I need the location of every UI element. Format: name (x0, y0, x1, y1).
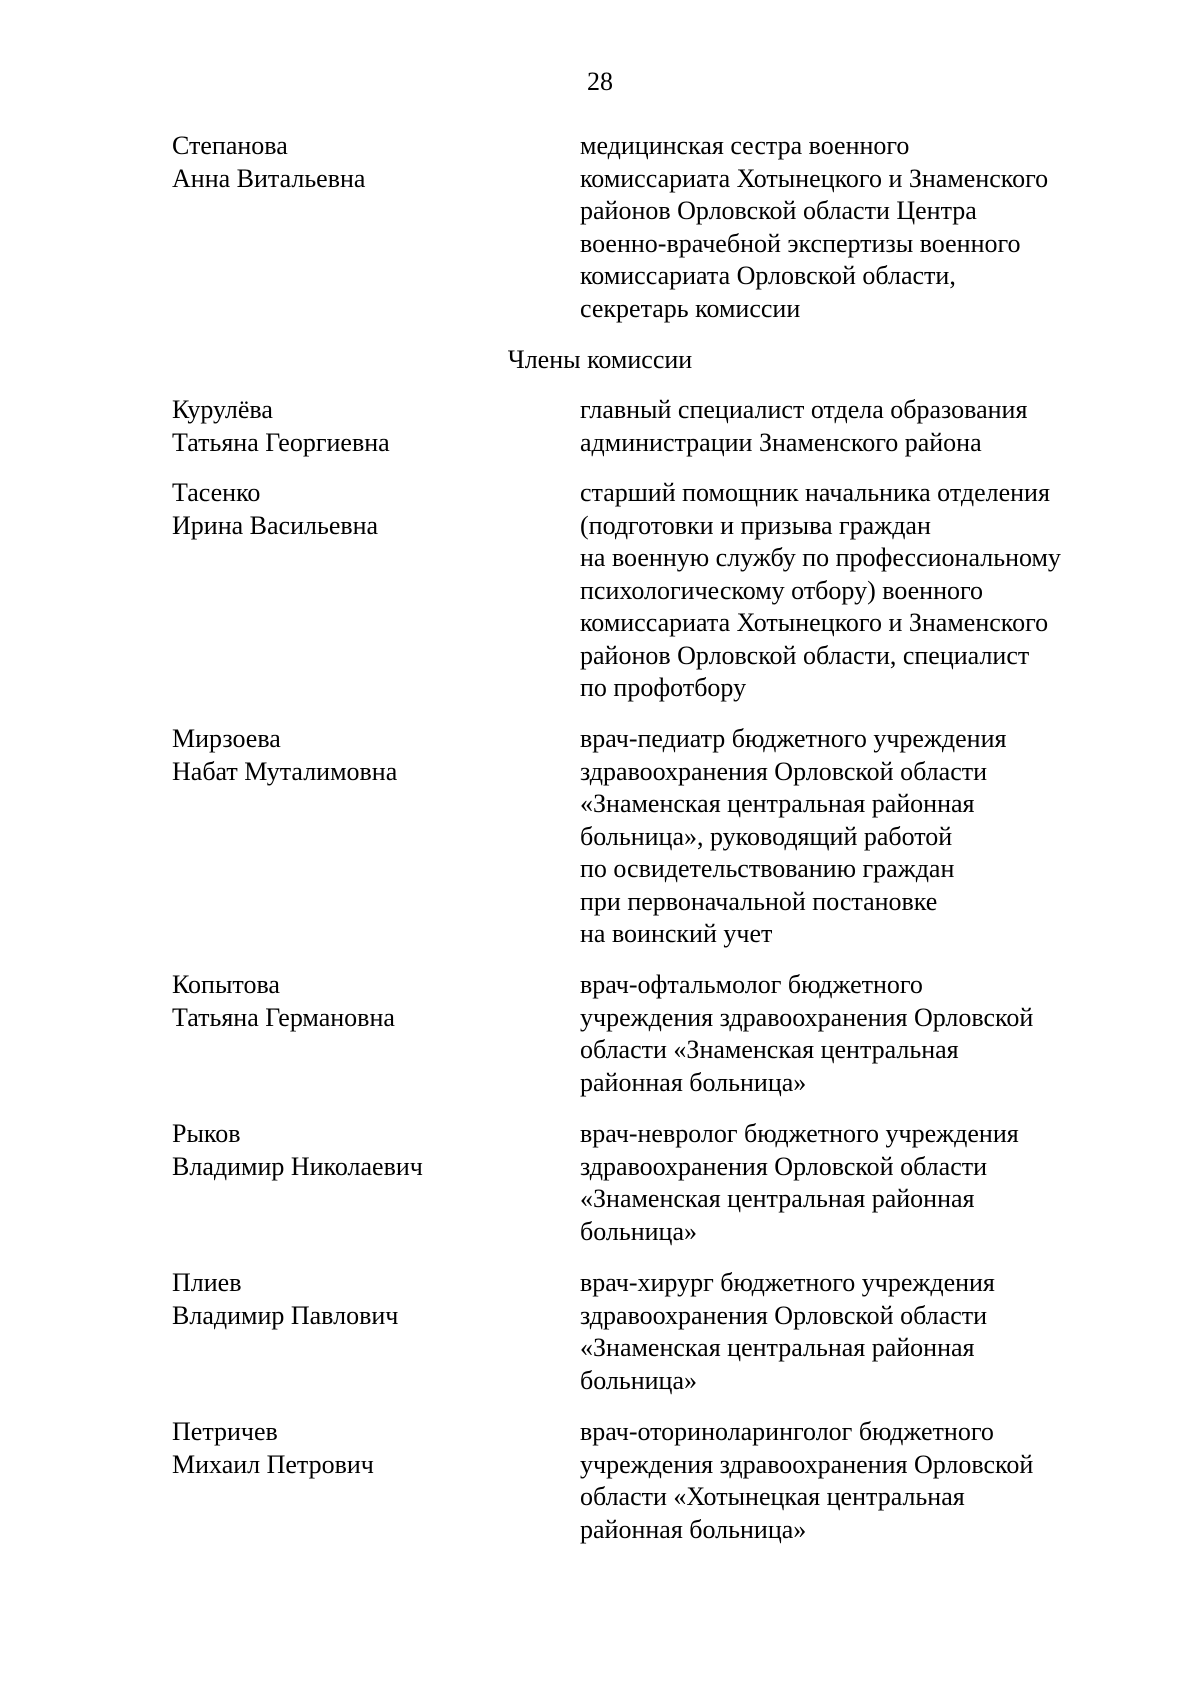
position-description (580, 1267, 1120, 1397)
person-name (172, 1267, 552, 1332)
person-name (172, 394, 552, 459)
page-number: 28 (587, 67, 613, 96)
position-description (580, 723, 1120, 951)
description-line: психологическому отбору) военного (580, 575, 984, 605)
description-line: на военную службу по профессиональному (580, 543, 1061, 572)
given-names: Татьяна Георгиевна (172, 427, 390, 457)
person-name (172, 1416, 552, 1481)
description-line: комиссариата Хотынецкого и Знаменского (580, 163, 1049, 193)
description-line: области «Знаменская центральная (580, 1035, 959, 1064)
surname: Плиев (172, 1268, 242, 1297)
surname: Рыков (172, 1119, 241, 1148)
description-line: медицинская сестра военного (580, 131, 910, 160)
description-line: врач-педиатр бюджетного учреждения (580, 724, 1007, 753)
surname: Копытова (172, 970, 280, 999)
description-line: здравоохранения Орловской области (580, 756, 988, 786)
description-line: области «Хотынецкая центральная (580, 1482, 965, 1511)
person-name (172, 477, 552, 542)
description-line: учреждения здравоохранения Орловской (580, 1002, 1034, 1032)
position-description (580, 477, 1120, 705)
position-description (580, 130, 1120, 325)
surname: Мирзоева (172, 724, 281, 753)
given-names: Владимир Николаевич (172, 1151, 423, 1181)
description-line: комиссариата Хотынецкого и Знаменского (580, 608, 1049, 637)
description-line: районная больница» (580, 1067, 807, 1097)
description-line: больница» (580, 1365, 697, 1395)
description-line: «Знаменская центральная районная (580, 789, 975, 818)
description-line: «Знаменская центральная районная (580, 1333, 975, 1362)
description-line: администрации Знаменского района (580, 427, 982, 457)
given-names: Владимир Павлович (172, 1300, 399, 1330)
person-name (172, 969, 552, 1034)
given-names: Набат Муталимовна (172, 756, 398, 786)
surname: Тасенко (172, 478, 261, 507)
description-line: здравоохранения Орловской области (580, 1300, 988, 1330)
position-description (580, 394, 1120, 459)
description-line: по профотбору (580, 673, 747, 702)
description-line: врач-оториноларинголог бюджетного (580, 1417, 994, 1446)
description-line: районная больница» (580, 1514, 807, 1544)
person-name (172, 130, 552, 195)
description-line: (подготовки и призыва граждан (580, 510, 931, 540)
person-name (172, 1118, 552, 1183)
description-line: на воинский учет (580, 919, 773, 948)
person-name (172, 723, 552, 788)
surname: Петричев (172, 1417, 278, 1446)
position-description (580, 1118, 1120, 1248)
description-line: врач-невролог бюджетного учреждения (580, 1119, 1019, 1148)
description-line: здравоохранения Орловской области (580, 1151, 988, 1181)
description-line: секретарь комиссии (580, 293, 801, 323)
description-line: районов Орловской области Центра (580, 196, 977, 225)
description-line: больница», руководящий работой (580, 821, 953, 851)
given-names: Анна Витальевна (172, 163, 366, 193)
description-line: комиссариата Орловской области, (580, 261, 956, 290)
position-description (580, 969, 1120, 1099)
surname: Степанова (172, 131, 288, 160)
description-line: по освидетельствованию граждан (580, 854, 955, 883)
position-description (580, 1416, 1120, 1546)
description-line: старший помощник начальника отделения (580, 478, 1050, 507)
members-heading: Члены комиссии (507, 345, 693, 374)
surname: Курулёва (172, 395, 273, 424)
given-names: Михаил Петрович (172, 1449, 374, 1479)
given-names: Ирина Васильевна (172, 510, 379, 540)
description-line: при первоначальной постановке (580, 886, 938, 916)
description-line: учреждения здравоохранения Орловской (580, 1449, 1034, 1479)
description-line: военно-врачебной экспертизы военного (580, 228, 1021, 258)
description-line: главный специалист отдела образования (580, 395, 1028, 424)
description-line: больница» (580, 1216, 697, 1246)
description-line: «Знаменская центральная районная (580, 1184, 975, 1213)
description-line: врач-хирург бюджетного учреждения (580, 1268, 995, 1297)
given-names: Татьяна Германовна (172, 1002, 395, 1032)
description-line: районов Орловской области, специалист (580, 640, 1030, 670)
description-line: врач-офтальмолог бюджетного (580, 970, 923, 999)
